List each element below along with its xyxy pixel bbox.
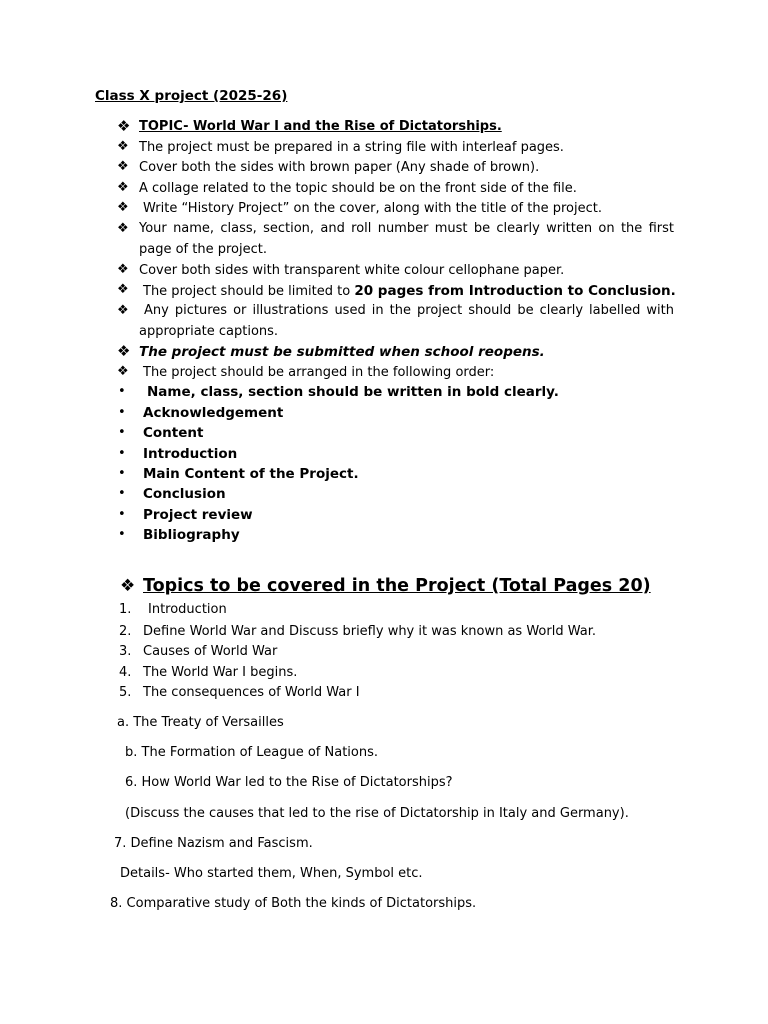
topic-item: The consequences of World War I	[143, 685, 360, 700]
bullet-icon: •	[118, 486, 126, 501]
topic-number: 5.	[119, 685, 132, 700]
order-item: Bibliography	[143, 527, 240, 543]
diamond-bullet-icon: ❖	[117, 159, 129, 174]
diamond-bullet-icon: ❖	[117, 364, 129, 379]
order-item: Conclusion	[143, 486, 226, 502]
topic-item: The World War I begins.	[143, 665, 298, 680]
order-item: Main Content of the Project.	[143, 466, 359, 482]
instruction-item: Cover both the sides with brown paper (Any shade of brown).	[139, 160, 540, 175]
diamond-bullet-icon: ❖	[117, 139, 129, 154]
subtopic-line: b. The Formation of League of Nations.	[125, 745, 378, 760]
diamond-bullet-icon: ❖	[117, 262, 129, 277]
diamond-bullet-icon: ❖	[117, 282, 129, 297]
bullet-icon: •	[118, 527, 126, 542]
topic-line: TOPIC- World War I and the Rise of Dictatorships.	[139, 119, 502, 134]
subtopic-line: 6. How World War led to the Rise of Dictatorships?	[125, 775, 453, 790]
topic-number: 2.	[119, 624, 132, 639]
instruction-item: Cover both sides with transparent white colour cellophane paper.	[139, 263, 565, 278]
topic-item: Introduction	[148, 602, 227, 617]
instruction-item	[143, 283, 676, 300]
diamond-bullet-icon: ❖	[117, 117, 131, 135]
order-item: Acknowledgement	[143, 405, 284, 421]
diamond-bullet-icon: ❖	[117, 221, 129, 236]
topic-number: 3.	[119, 644, 132, 659]
diamond-bullet-icon: ❖	[117, 200, 129, 215]
diamond-bullet-icon: ❖	[117, 342, 131, 360]
topic-number: 1.	[119, 602, 132, 617]
subtopic-line: 7. Define Nazism and Fascism.	[114, 836, 313, 851]
instruction-item: The project must be submitted when school reopens.	[139, 344, 545, 360]
diamond-bullet-icon: ❖	[117, 303, 129, 318]
instruction-item: Your name, class, section, and roll number must be clearly written on the first page of the project.	[139, 221, 674, 257]
instruction-text: The project should be limited to	[143, 284, 355, 299]
diamond-bullet-icon: ❖	[117, 180, 129, 195]
instruction-item: Write “History Project” on the cover, along with the title of the project.	[143, 201, 602, 216]
bullet-icon: •	[118, 507, 126, 522]
bullet-icon: •	[118, 425, 126, 440]
order-item: Name, class, section should be written in bold clearly.	[147, 384, 559, 400]
instruction-item: Any pictures or illustrations used in the project should be clearly labelled with appropriate captions.	[139, 303, 674, 339]
topic-item: Causes of World War	[143, 644, 278, 659]
subtopic-line: a. The Treaty of Versailles	[117, 715, 284, 730]
diamond-bullet-icon: ❖	[120, 576, 136, 596]
bullet-icon: •	[118, 384, 126, 399]
page-title: Class X project (2025-26)	[95, 88, 288, 104]
order-item: Introduction	[143, 446, 238, 462]
instruction-item: The project should be arranged in the following order:	[143, 365, 495, 380]
instruction-emphasis: 20 pages from Introduction to Conclusion.	[354, 283, 676, 299]
order-item: Project review	[143, 507, 253, 523]
order-item: Content	[143, 425, 204, 441]
instruction-item: A collage related to the topic should be on the front side of the file.	[139, 181, 577, 196]
topic-item: Define World War and Discuss briefly why it was known as World War.	[143, 624, 596, 639]
subtopic-line: (Discuss the causes that led to the rise of Dictatorship in Italy and Germany).	[125, 806, 629, 821]
subtopic-line: Details- Who started them, When, Symbol etc.	[120, 866, 423, 881]
bullet-icon: •	[118, 466, 126, 481]
topic-number: 4.	[119, 665, 132, 680]
instruction-item: The project must be prepared in a string file with interleaf pages.	[139, 140, 564, 155]
topics-heading: Topics to be covered in the Project (Total Pages 20)	[143, 576, 651, 596]
subtopic-line: 8. Comparative study of Both the kinds of Dictatorships.	[110, 896, 477, 911]
bullet-icon: •	[118, 446, 126, 461]
bullet-icon: •	[118, 405, 126, 420]
